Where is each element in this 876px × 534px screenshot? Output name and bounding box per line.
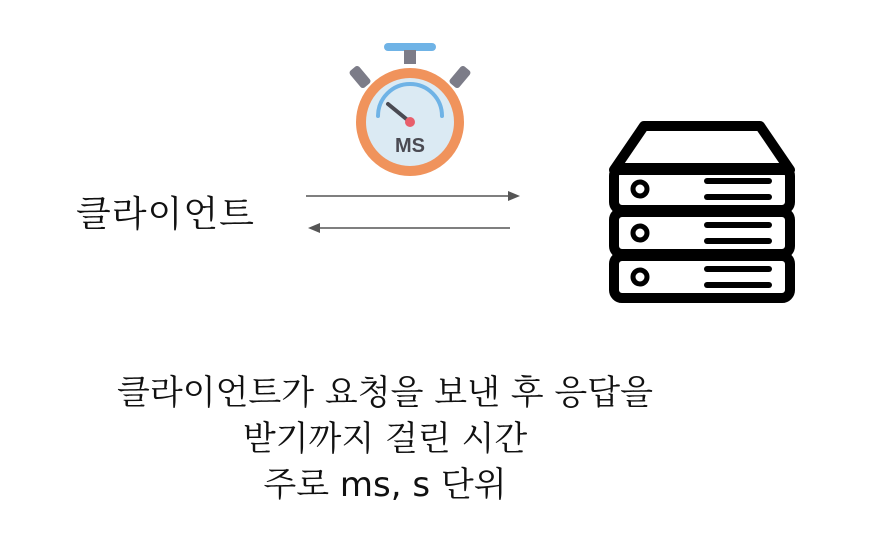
stopwatch-unit: MS: [395, 135, 425, 157]
stopwatch-top-button: [384, 43, 436, 51]
request-arrow-icon: [306, 191, 520, 201]
server-unit-2: [614, 212, 790, 254]
response-arrow-icon: [308, 223, 510, 233]
caption-line-1: 클라이언트가 요청을 보낸 후 응답을: [117, 373, 653, 413]
stopwatch-knob-right: [448, 65, 471, 90]
request-response-arrows: [300, 186, 530, 236]
caption-line-3: 주로 ms, s 단위: [263, 465, 507, 505]
server-unit-3: [614, 256, 790, 298]
caption: [0, 370, 770, 508]
server-icon: [604, 120, 800, 306]
stopwatch-knob-left: [348, 65, 371, 90]
stopwatch-icon: [346, 38, 474, 178]
stopwatch-pivot: [405, 117, 415, 127]
caption-line-2: 받기까지 걸린 시간: [242, 419, 528, 459]
client-label: 클라이언트: [76, 194, 255, 235]
stopwatch-stem: [404, 50, 416, 64]
